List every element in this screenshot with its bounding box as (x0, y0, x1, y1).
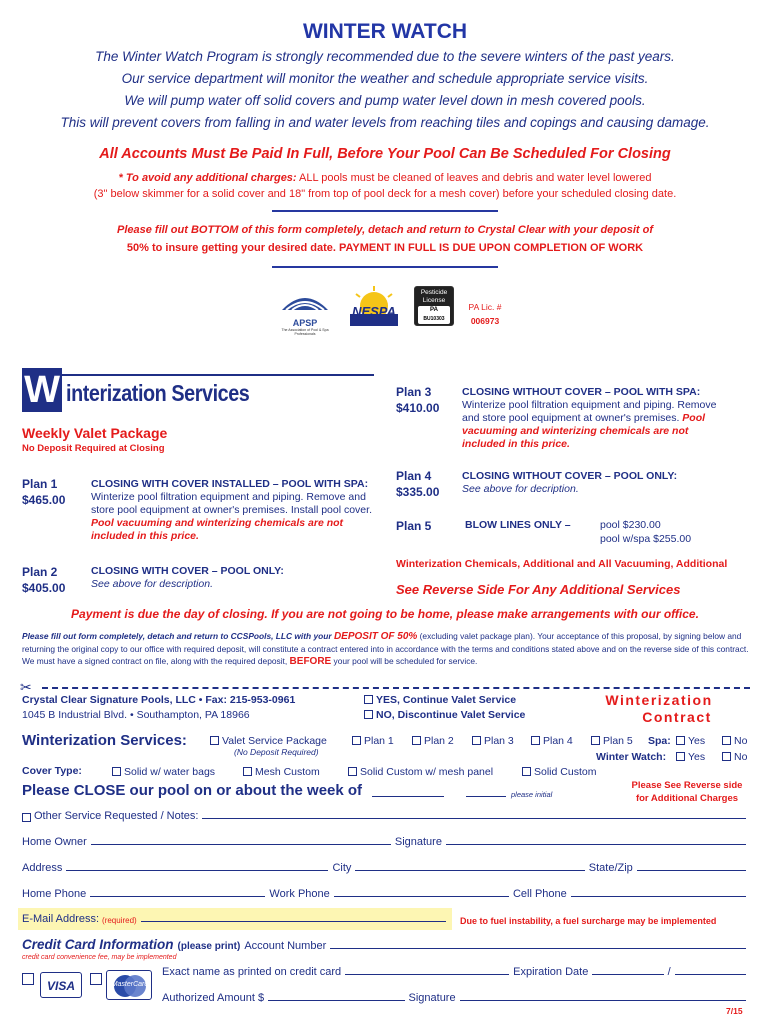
initial-input[interactable] (466, 796, 506, 797)
plan3-option[interactable]: Plan 3 (472, 735, 514, 747)
plan5-pool-price: pool $230.00 (600, 519, 661, 531)
apsp-text: APSP (292, 318, 318, 328)
signature-label: Signature (408, 992, 456, 1004)
intro-line: This will prevent covers from falling in and water levels from reaching tiles and copings and causing damage. (60, 115, 710, 130)
authorized-label: Authorized Amount $ (162, 992, 265, 1004)
checkbox[interactable] (412, 736, 421, 745)
cc-print: (please print) (177, 941, 241, 952)
valet-note: (No Deposit Required) (234, 747, 319, 757)
exp-separator: / (667, 966, 671, 978)
plan2-label (22, 564, 82, 596)
other-service-row (22, 810, 750, 822)
exp-month-input[interactable] (592, 974, 663, 975)
contract-tail: your pool will be scheduled for service. (331, 656, 478, 666)
plan2-desc: See above for description. (91, 578, 213, 590)
apsp-emblem-icon (272, 286, 338, 314)
address-input[interactable] (66, 870, 328, 871)
account-number-label: Account Number (244, 940, 327, 952)
charges-lead: * To avoid any additional charges: (118, 172, 297, 184)
home-phone-label: Home Phone (22, 888, 87, 900)
reverse-note: See Reverse Side For Any Additional Services (396, 582, 681, 597)
account-number-input[interactable] (330, 948, 746, 949)
plan5-name: Plan 5 (396, 519, 432, 533)
plan2-title: CLOSING WITH COVER – POOL ONLY: (91, 565, 284, 577)
contract-title: Contract (642, 709, 712, 725)
plan4-name: Plan 4 (396, 469, 432, 483)
pa-license-label: PA Lic. # (468, 302, 502, 312)
state-zip-input[interactable] (637, 870, 746, 871)
version-label: 7/15 (726, 1006, 743, 1016)
title-letter: W (24, 369, 60, 411)
home-owner-input[interactable] (91, 844, 391, 845)
intro-line: Our service department will monitor the weather and schedule appropriate service visits. (121, 71, 649, 86)
services-label: Winterization Services: (22, 732, 187, 749)
checkbox[interactable] (243, 767, 252, 776)
plan5-option[interactable]: Plan 5 (591, 735, 633, 747)
plan1-label (22, 476, 82, 508)
plan2-name: Plan 2 (22, 565, 58, 579)
exp-year-input[interactable] (675, 974, 746, 975)
plan4-label (396, 468, 456, 500)
plan1-option[interactable]: Plan 1 (352, 735, 394, 747)
plan1-desc: Winterize pool filtration equipment and piping. Remove and store pool equipment at owner's premises. Install pool cover. (91, 491, 372, 516)
expiration-label: Expiration Date (513, 966, 589, 978)
cover-mesh-custom[interactable]: Mesh Custom (243, 766, 320, 778)
charges-notice (0, 172, 770, 184)
pesticide-badge (414, 286, 454, 326)
title-letter-box (22, 368, 62, 412)
pesticide-number: BU10303 (423, 316, 445, 322)
plan3-name: Plan 3 (396, 385, 432, 399)
phone-row (22, 888, 750, 900)
valet-title: Weekly Valet Package (22, 425, 168, 441)
cell-phone-input[interactable] (571, 896, 746, 897)
mastercard-checkbox[interactable] (90, 973, 102, 985)
address-label: Address (22, 862, 63, 874)
checkbox[interactable] (364, 710, 373, 719)
checkbox[interactable] (348, 767, 357, 776)
home-owner-row (22, 836, 750, 848)
fill-notice-2: 50% to insure getting your desired date. PAYMENT IN FULL IS DUE UPON COMPLETION OF WORK (126, 242, 644, 254)
plan1-description (91, 478, 375, 543)
cover-type-label: Cover Type: (22, 765, 82, 777)
checkbox[interactable] (676, 752, 685, 761)
card-name-row (162, 966, 750, 978)
checkbox[interactable] (112, 767, 121, 776)
payment-note: Payment is due the day of closing. If you are not going to be home, please make arrangements with our office. (71, 607, 699, 621)
plan4-option[interactable]: Plan 4 (531, 735, 573, 747)
checkbox[interactable] (352, 736, 361, 745)
pesticide-state: PA (430, 307, 438, 313)
email-input[interactable] (141, 921, 446, 922)
signature-input[interactable] (446, 844, 746, 845)
initial-label: please initial (511, 790, 553, 799)
contract-lead: Please fill out form completely, detach and return to CCSPools, LLC with your (22, 631, 334, 641)
mastercard-text: MasterCard (111, 981, 149, 988)
apsp-sub: The Association of Pool & Spa Professionals (281, 328, 329, 336)
services-title: interization Services (66, 380, 250, 406)
spa-no-option[interactable]: No (722, 735, 747, 747)
plan3-label (396, 384, 456, 416)
plan2-description (91, 565, 375, 591)
plan2-price: $405.00 (22, 581, 66, 595)
checkbox[interactable] (591, 736, 600, 745)
chemicals-note: Winterization Chemicals, Additional and All Vacuuming, Additional (396, 558, 728, 570)
plan1-name: Plan 1 (22, 477, 58, 491)
plan4-description (462, 470, 732, 496)
credit-card-row (22, 937, 750, 952)
yes-valet-option[interactable]: YES, Continue Valet Service (364, 694, 516, 706)
plan4-price: $335.00 (396, 485, 440, 499)
email-label: E-Mail Address: (22, 913, 100, 925)
email-required: (required) (102, 916, 137, 925)
plan3-desc: Winterize pool filtration equipment and piping. Remove and store pool equipment at owner's premises. (462, 399, 717, 424)
company-info: Crystal Clear Signature Pools, LLC • Fax: 215-953-0961 (22, 694, 296, 706)
intro-text (0, 46, 770, 134)
cover-solid-water-bags[interactable]: Solid w/ water bags (112, 766, 215, 778)
charges-text-2: (3" below skimmer for a solid cover and 18" from top of pool deck for a mesh cover) before your scheduled closing date. (93, 188, 677, 200)
plan3-title: CLOSING WITHOUT COVER – POOL WITH SPA: (462, 386, 701, 398)
paid-notice: All Accounts Must Be Paid In Full, Before Your Pool Can Be Scheduled For Closing (99, 146, 671, 162)
intro-line: We will pump water off solid covers and pump water level down in mesh covered pools. (124, 93, 646, 108)
pesticide-label: License (422, 297, 446, 304)
contract-before: BEFORE (289, 656, 332, 667)
nespa-text: NESPA (352, 304, 396, 319)
address-row (22, 862, 750, 874)
intro-line: The Winter Watch Program is strongly recommended due to the severe winters of the past years. (95, 49, 675, 64)
fill-notice-1: Please fill out BOTTOM of this form completely, detach and return to Crystal Clear with your deposit of (116, 224, 654, 236)
cover-solid-custom[interactable]: Solid Custom (522, 766, 596, 778)
visa-checkbox[interactable] (22, 973, 34, 985)
plan4-desc: See above for decription. (462, 483, 579, 495)
checkbox[interactable] (22, 813, 31, 822)
home-phone-input[interactable] (90, 896, 265, 897)
plan5-title: BLOW LINES ONLY – (465, 519, 571, 531)
plan3-note: Pool vacuuming and winterizing chemicals are not included in this price. (462, 412, 706, 450)
contract-body: (excluding valet package plan). Your acceptance of this proposal, by signing below and returning the original copy to our office with required deposit, will constitute a contract entered into in accordance with the terms and conditions stated above and on the reverse side of this contract. We must have a signed contract on file, along with the required deposit, (22, 631, 749, 666)
plan3-description (462, 386, 732, 451)
nespa-logo (346, 284, 402, 328)
visa-logo: VISA (40, 972, 82, 998)
plan1-price: $465.00 (22, 493, 66, 507)
home-owner-label: Home Owner (22, 836, 87, 848)
spa-yes-option[interactable]: Yes (676, 735, 705, 747)
contract-deposit: DEPOSIT OF 50% (333, 631, 418, 642)
other-service-label: Other Service Requested / Notes: (34, 810, 199, 822)
plan2-option[interactable]: Plan 2 (412, 735, 454, 747)
checkbox[interactable] (210, 736, 219, 745)
plan1-note: Pool vacuuming and winterizing chemicals are not included in this price. (91, 517, 344, 542)
pesticide-label: Pesticide (420, 289, 448, 296)
fuel-note: Due to fuel instability, a fuel surcharge may be implemented (460, 916, 717, 926)
divider (272, 210, 498, 212)
valet-subtitle: No Deposit Required at Closing (22, 443, 165, 454)
work-phone-input[interactable] (334, 896, 509, 897)
contract-terms (22, 630, 750, 668)
work-phone-label: Work Phone (269, 888, 330, 900)
apsp-logo (272, 286, 338, 336)
checkbox[interactable] (722, 752, 731, 761)
checkbox[interactable] (522, 767, 531, 776)
cut-line (42, 687, 750, 689)
signature-label: Signature (394, 836, 442, 848)
mastercard-logo (106, 970, 152, 1000)
page-title: WINTER WATCH (302, 20, 468, 43)
valet-package-option[interactable]: Valet Service Package (210, 735, 327, 747)
checkbox[interactable] (722, 736, 731, 745)
checkbox[interactable] (531, 736, 540, 745)
spa-label: Spa: (648, 735, 671, 747)
cell-phone-label: Cell Phone (512, 888, 567, 900)
other-service-input[interactable] (202, 818, 746, 819)
plan3-price: $410.00 (396, 401, 440, 415)
reverse-side-note: for Additional Charges (635, 793, 739, 804)
contract-title: Winterization (605, 692, 713, 708)
plan5-spa-price: pool w/spa $255.00 (600, 533, 692, 545)
plan1-title: CLOSING WITH COVER INSTALLED – POOL WITH SPA: (91, 478, 369, 490)
company-address: 1045 B Industrial Blvd. • Southampton, PA 18966 (22, 709, 250, 721)
cover-solid-custom-mesh[interactable]: Solid Custom w/ mesh panel (348, 766, 493, 778)
city-input[interactable] (355, 870, 584, 871)
charges-text: ALL pools must be cleaned of leaves and debris and water level lowered (296, 172, 652, 184)
exact-name-label: Exact name as printed on credit card (162, 966, 342, 978)
exact-name-input[interactable] (345, 974, 509, 975)
plan4-title: CLOSING WITHOUT COVER – POOL ONLY: (462, 470, 678, 482)
checkbox[interactable] (364, 695, 373, 704)
city-label: City (332, 862, 352, 874)
winter-watch-label: Winter Watch: (596, 751, 667, 763)
close-week-input[interactable] (372, 796, 444, 797)
email-row (22, 913, 450, 925)
winter-watch-yes-option[interactable]: Yes (676, 751, 705, 763)
signature-input[interactable] (460, 1000, 746, 1001)
authorized-input[interactable] (268, 1000, 404, 1001)
pa-license-number: 006973 (470, 316, 500, 326)
checkbox[interactable] (472, 736, 481, 745)
no-valet-option[interactable]: NO, Discontinue Valet Service (364, 709, 525, 721)
scissors-icon: ✂ (20, 679, 32, 695)
cc-fee-note: credit card convenience fee, may be implemented (22, 954, 177, 961)
title-rule (62, 374, 374, 376)
winter-watch-no-option[interactable]: No (722, 751, 747, 763)
checkbox[interactable] (676, 736, 685, 745)
cc-title: Credit Card Information (22, 937, 174, 952)
divider (272, 266, 498, 268)
close-week-label: Please CLOSE our pool on or about the week of (22, 782, 363, 799)
authorization-row (162, 992, 750, 1004)
reverse-side-note: Please See Reverse side (631, 780, 743, 791)
state-zip-label: State/Zip (588, 862, 633, 874)
